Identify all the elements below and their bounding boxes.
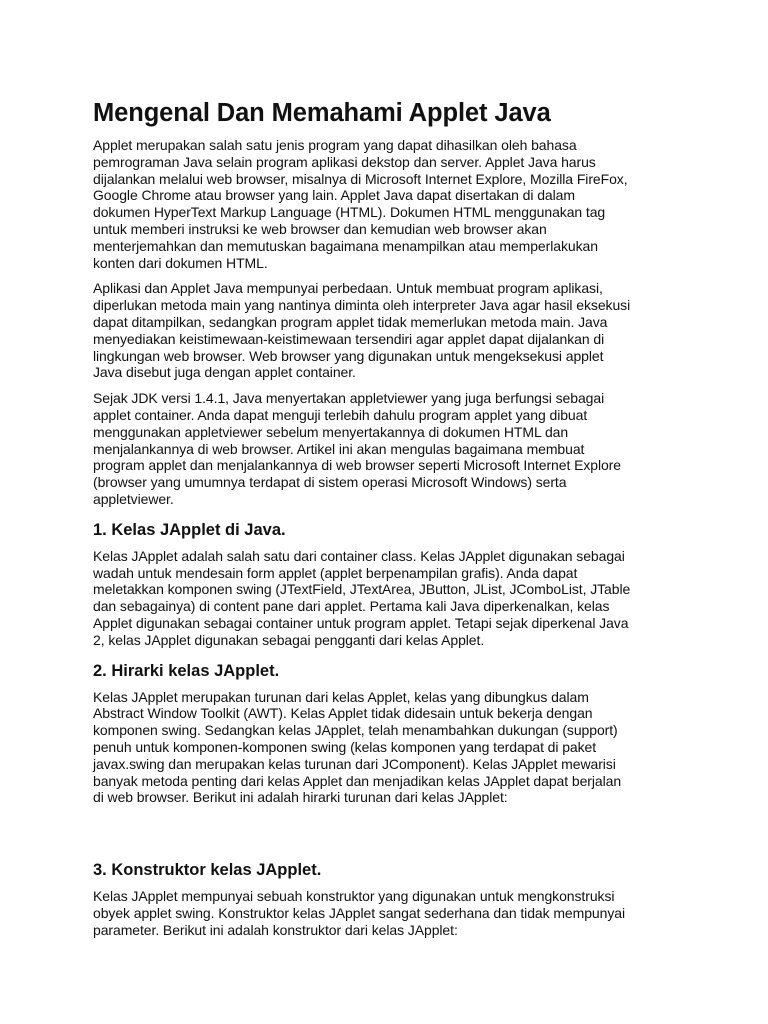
section-2-paragraph <box>93 689 683 807</box>
section-3-paragraph <box>93 888 683 938</box>
document-page <box>93 98 683 947</box>
text-line: applet container. Anda dapat menguji terlebih dahulu program applet yang dibuat <box>93 406 588 423</box>
text-line: program applet dan menjalankannya di web browser seperti Microsoft Internet Explore <box>93 457 621 474</box>
section-heading-2: 2. Hirarki kelas JApplet. <box>93 661 280 680</box>
text-line: dapat ditampilkan, sedangkan program applet tidak memerlukan metoda main. Java <box>93 313 608 330</box>
text-line: penuh untuk komponen-komponen swing (kelas komponen yang terdapat di paket <box>93 738 597 755</box>
text-line: wadah untuk mendesain form applet (applet berpenampilan grafis). Anda dapat <box>93 564 578 581</box>
text-line: konten dari dokumen HTML. <box>93 254 268 271</box>
text-line: appletviewer. <box>93 490 174 507</box>
text-line: (browser yang umumnya terdapat di sistem operasi Microsoft Windows) serta <box>93 474 567 491</box>
text-line: Kelas JApplet adalah salah satu dari container class. Kelas JApplet digunakan sebagai <box>93 547 625 564</box>
text-line: lingkungan web browser. Web browser yang digunakan untuk mengeksekusi applet <box>93 347 604 364</box>
text-line: obyek applet swing. Konstruktor kelas JApplet sangat sederhana dan tidak mempunyai <box>93 904 625 921</box>
text-line: 2, kelas JApplet digunakan sebagai pengganti dari kelas Applet. <box>93 631 485 648</box>
intro-paragraph-2 <box>93 280 683 381</box>
text-line: javax.swing dan merupakan kelas turunan dari JComponent). Kelas JApplet mewarisi <box>93 755 616 772</box>
text-line: untuk memberi instruksi ke web browser dan kemudian web browser akan <box>93 220 547 237</box>
text-line: parameter. Berikut ini adalah konstruktor dari kelas JApplet: <box>93 921 458 938</box>
text-line: meletakkan komponen swing (JTextField, JTextArea, JButton, JList, JComboList, JTable <box>93 581 631 598</box>
intro-paragraph-3 <box>93 390 683 508</box>
text-line: dan sebagainya) di content pane dari applet. Pertama kali Java diperkenalkan, kelas <box>93 598 610 615</box>
text-line: Aplikasi dan Applet Java mempunyai perbedaan. Untuk membuat program aplikasi, <box>93 280 603 297</box>
section-heading-1: 1. Kelas JApplet di Java. <box>93 520 286 539</box>
text-line: di web browser. Berikut ini adalah hirarki turunan dari kelas JApplet: <box>93 789 508 806</box>
text-line: Applet merupakan salah satu jenis program yang dapat dihasilkan oleh bahasa <box>93 137 577 153</box>
text-line: Applet digunakan sebagai container untuk program applet. Tetapi sejak diperkenal Java <box>93 614 629 631</box>
text-line: diperlukan metoda main yang nantinya diminta oleh interpreter Java agar hasil eksekusi <box>93 297 631 314</box>
section-heading-3: 3. Konstruktor kelas JApplet. <box>93 861 322 880</box>
text-line: Java disebut juga dengan applet container. <box>93 364 356 381</box>
intro-paragraph-1 <box>93 137 683 271</box>
text-line: Kelas JApplet merupakan turunan dari kelas Applet, kelas yang dibungkus dalam <box>93 688 589 705</box>
text-line: Kelas JApplet mempunyai sebuah konstruktor yang digunakan untuk mengkonstruksi <box>93 888 615 905</box>
text-line: Google Chrome atau browser yang lain. Applet Java dapat disertakan di dalam <box>93 187 575 204</box>
text-line: menggunakan appletviewer sebelum menyertakannya di dokumen HTML dan <box>93 423 569 440</box>
text-line: Abstract Window Toolkit (AWT). Kelas Applet tidak didesain untuk bekerja dengan <box>93 705 593 722</box>
text-line: Sejak JDK versi 1.4.1, Java menyertakan appletviewer yang juga berfungsi sebagai <box>93 390 605 407</box>
text-line: menterjemahkan dan memutuskan bagaimana menampilkan atau memperlakukan <box>93 237 598 254</box>
text-line: dokumen HyperText Markup Language (HTML). Dokumen HTML menggunakan tag <box>93 204 606 221</box>
section-1-paragraph <box>93 548 683 649</box>
text-line: menjalankannya di web browser. Artikel ini akan mengulas bagaimana membuat <box>93 440 585 457</box>
text-line: menyediakan keistimewaan-keistimewaan tersendiri agar applet dapat dijalankan di <box>93 330 605 347</box>
text-line: banyak metoda penting dari kelas Applet dan menjadikan kelas JApplet dapat berjalan <box>93 772 622 789</box>
text-line: dijalankan melalui web browser, misalnya di Microsoft Internet Explore, Mozilla FireFox, <box>93 170 628 187</box>
text-line: komponen swing. Sedangkan kelas JApplet, telah menambahkan dukungan (support) <box>93 722 618 739</box>
page-title: Mengenal Dan Memahami Applet Java <box>93 99 551 127</box>
text-line: pemrograman Java selain program aplikasi dekstop dan server. Applet Java harus <box>93 153 596 170</box>
